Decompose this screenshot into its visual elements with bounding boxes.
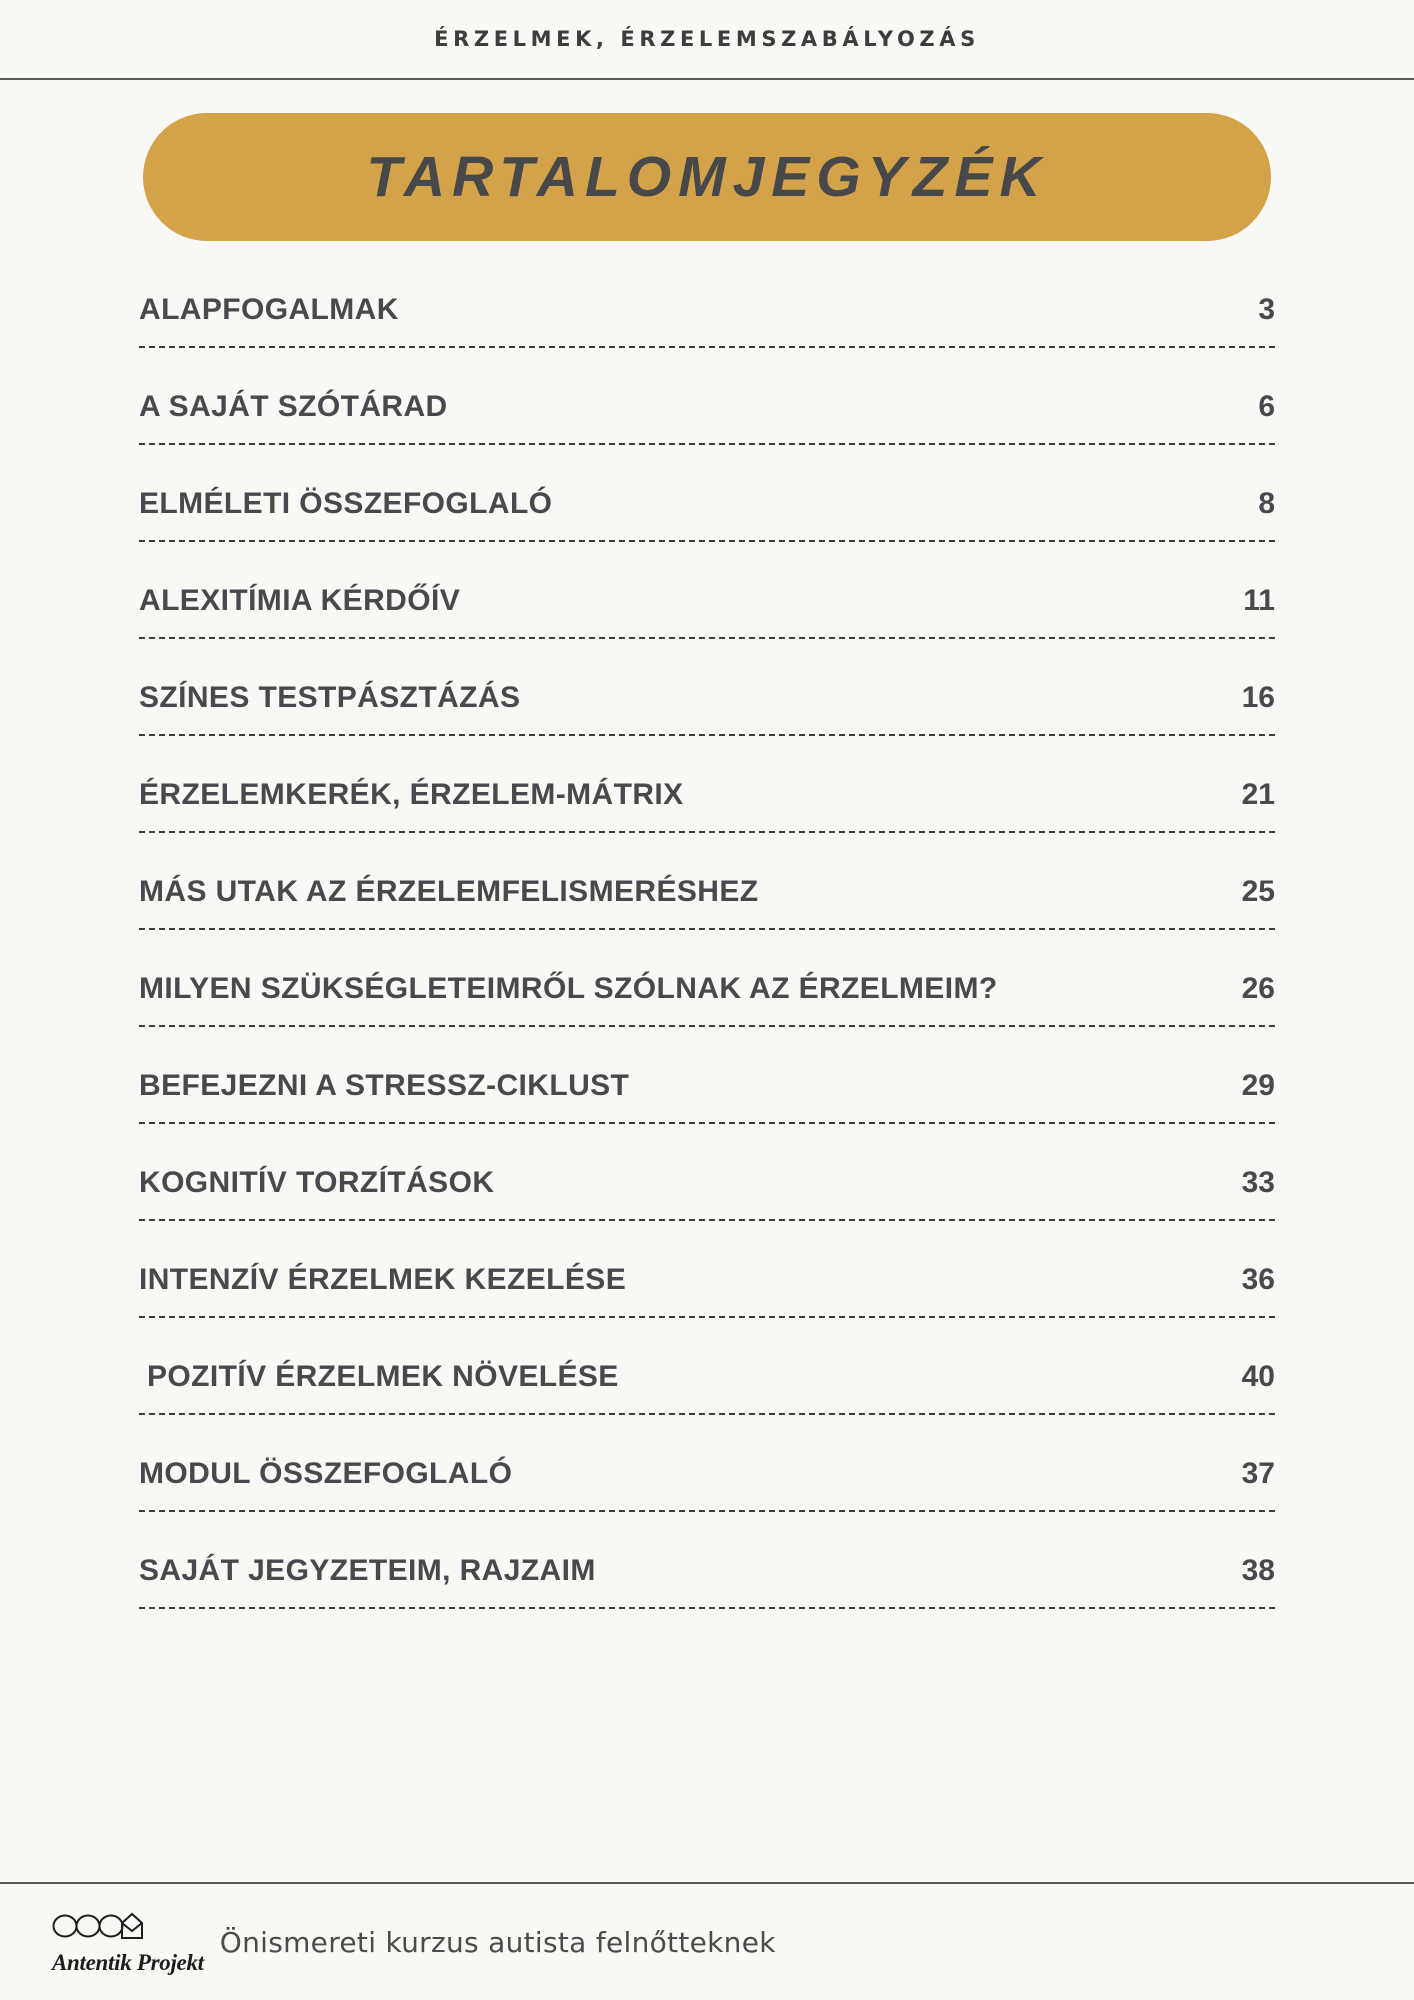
toc-entry-content [139, 1166, 1275, 1219]
toc-entry[interactable] [139, 293, 1275, 390]
toc-entry-page-number: 16 [1241, 681, 1275, 714]
toc-entry-label: ÉRZELEMKERÉK, ÉRZELEM-MÁTRIX [139, 778, 684, 811]
toc-entry-divider [139, 1025, 1275, 1027]
toc-entry-page-number: 3 [1258, 293, 1275, 326]
toc-entry[interactable] [139, 681, 1275, 778]
toc-entry-content [139, 1360, 1275, 1413]
toc-entry-divider [139, 1607, 1275, 1609]
toc-entry[interactable] [139, 1360, 1275, 1457]
toc-entry-divider [139, 540, 1275, 542]
toc-entry-page-number: 25 [1241, 875, 1275, 908]
toc-entry-page-number: 8 [1258, 487, 1275, 520]
toc-entry[interactable] [139, 487, 1275, 584]
toc-entry-page-number: 37 [1241, 1457, 1275, 1490]
toc-entry-label: MILYEN SZÜKSÉGLETEIMRŐL SZÓLNAK AZ ÉRZELMEIM? [139, 972, 998, 1005]
page-footer [0, 1882, 1414, 2000]
toc-entry-content [139, 1263, 1275, 1316]
toc-entry[interactable] [139, 1554, 1275, 1651]
toc-entry-label: KOGNITÍV TORZÍTÁSOK [139, 1166, 495, 1199]
header-title: ÉRZELMEK, ÉRZELEMSZABÁLYOZÁS [434, 27, 980, 51]
page-header [0, 0, 1414, 80]
title-banner [143, 113, 1271, 241]
toc-entry-page-number: 26 [1241, 972, 1275, 1005]
toc-list [0, 241, 1414, 1882]
toc-entry-page-number: 36 [1241, 1263, 1275, 1296]
toc-entry-label: A SAJÁT SZÓTÁRAD [139, 390, 448, 423]
toc-entry[interactable] [139, 1263, 1275, 1360]
toc-entry[interactable] [139, 778, 1275, 875]
toc-entry-divider [139, 443, 1275, 445]
toc-entry-page-number: 33 [1241, 1166, 1275, 1199]
brand-logo [52, 1911, 204, 1974]
toc-entry-content [139, 390, 1275, 443]
toc-entry-content [139, 293, 1275, 346]
toc-entry-content [139, 875, 1275, 928]
toc-entry-content [139, 487, 1275, 540]
toc-entry-page-number: 11 [1243, 584, 1275, 617]
toc-entry-page-number: 40 [1241, 1360, 1275, 1393]
page-title: TARTALOMJEGYZÉK [366, 145, 1048, 209]
toc-entry[interactable] [139, 584, 1275, 681]
toc-entry-content [139, 972, 1275, 1025]
toc-entry-content [139, 1554, 1275, 1607]
toc-entry-content [139, 778, 1275, 831]
toc-entry-label: ALAPFOGALMAK [139, 293, 399, 326]
toc-entry-divider [139, 1316, 1275, 1318]
toc-entry-page-number: 21 [1241, 778, 1275, 811]
toc-entry-content [139, 1457, 1275, 1510]
toc-entry[interactable] [139, 1457, 1275, 1554]
three-circles-envelope-icon [52, 1911, 144, 1950]
toc-entry[interactable] [139, 875, 1275, 972]
toc-entry-content [139, 681, 1275, 734]
toc-entry-label: MÁS UTAK AZ ÉRZELEMFELISMERÉSHEZ [139, 875, 759, 908]
toc-entry-label: ALEXITÍMIA KÉRDŐÍV [139, 584, 461, 617]
toc-entry-label: POZITÍV ÉRZELMEK NÖVELÉSE [147, 1360, 619, 1393]
toc-entry-divider [139, 831, 1275, 833]
toc-entry[interactable] [139, 972, 1275, 1069]
footer-tagline: Önismereti kurzus autista felnőtteknek [219, 1925, 776, 1959]
brand-name: Antentik Projekt [52, 1949, 204, 1975]
toc-entry-label: MODUL ÖSSZEFOGLALÓ [139, 1457, 513, 1490]
toc-entry-divider [139, 928, 1275, 930]
toc-entry-page-number: 29 [1241, 1069, 1275, 1102]
toc-entry-label: ELMÉLETI ÖSSZEFOGLALÓ [139, 487, 553, 520]
toc-entry-divider [139, 1510, 1275, 1512]
toc-entry-divider [139, 734, 1275, 736]
toc-entry-label: SZÍNES TESTPÁSZTÁZÁS [139, 681, 521, 714]
title-banner-container [0, 80, 1414, 241]
toc-entry-divider [139, 1122, 1275, 1124]
toc-entry-content [139, 1069, 1275, 1122]
toc-entry[interactable] [139, 1069, 1275, 1166]
toc-entry-label: BEFEJEZNI A STRESSZ-CIKLUST [139, 1069, 630, 1102]
toc-entry[interactable] [139, 390, 1275, 487]
toc-entry-divider [139, 1413, 1275, 1415]
toc-entry-divider [139, 637, 1275, 639]
toc-entry-divider [139, 1219, 1275, 1221]
toc-entry-label: SAJÁT JEGYZETEIM, RAJZAIM [139, 1554, 596, 1587]
toc-entry-page-number: 6 [1258, 390, 1275, 423]
toc-entry-divider [139, 346, 1275, 348]
toc-entry-label: INTENZÍV ÉRZELMEK KEZELÉSE [139, 1263, 627, 1296]
toc-entry-page-number: 38 [1241, 1554, 1275, 1587]
toc-entry-content [139, 584, 1275, 637]
toc-entry[interactable] [139, 1166, 1275, 1263]
